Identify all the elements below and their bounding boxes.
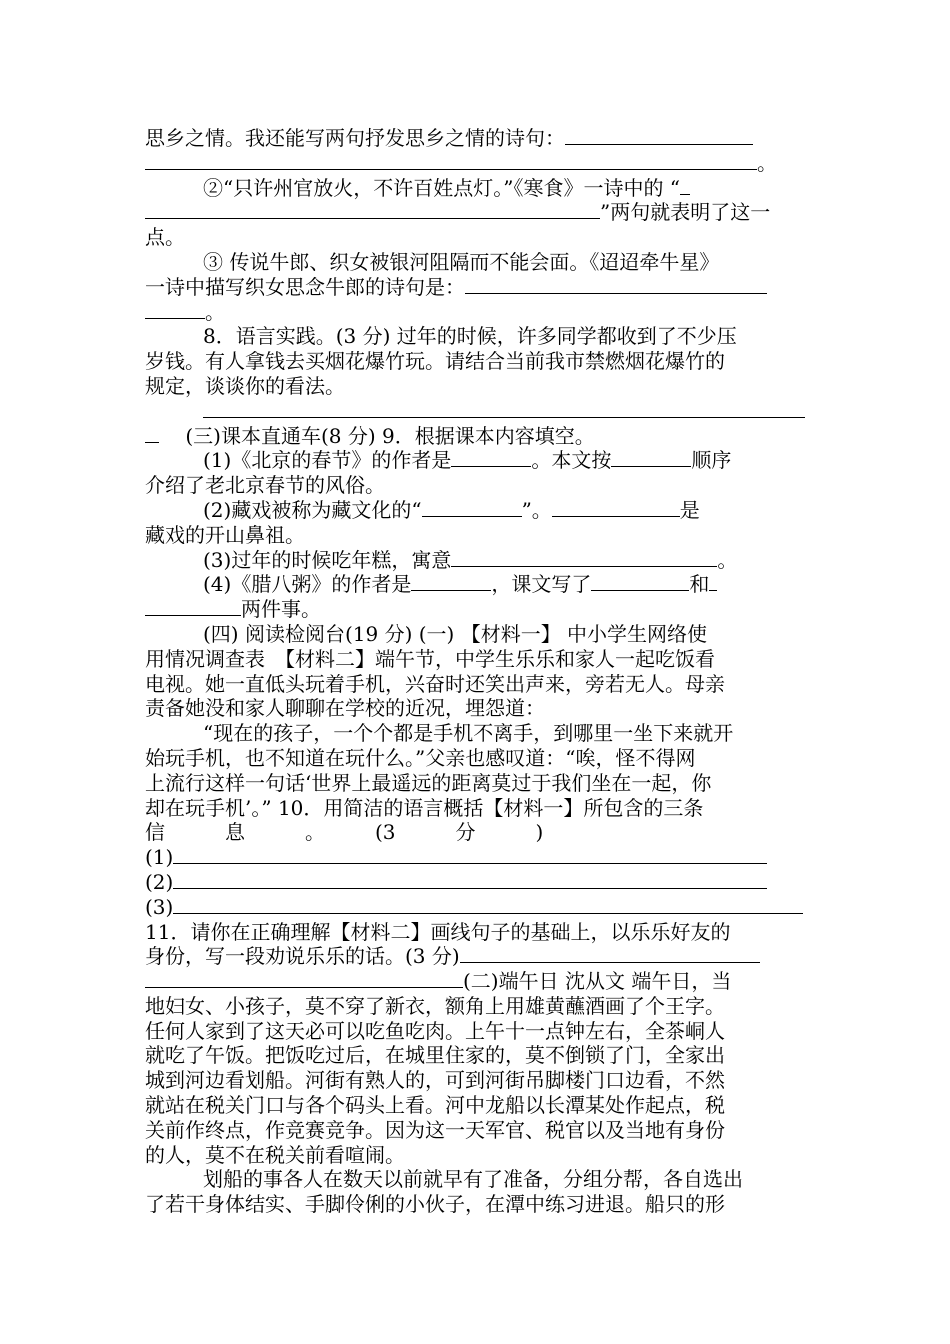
answer-blank[interactable]	[203, 399, 805, 418]
text-line	[145, 1192, 805, 1217]
text-line	[145, 151, 805, 176]
text-span: (3)过年的时候吃年糕，寓意	[203, 547, 452, 572]
text-span: (四) 阅读检阅台(19 分) (一) 【材料一】 中小学生网络使	[203, 621, 708, 646]
text-span: 的人，莫不在税关前看喧闹。	[145, 1142, 405, 1167]
text-span: 。	[717, 547, 738, 572]
answer-blank[interactable]	[451, 448, 531, 467]
text-line	[145, 647, 805, 672]
text-span: 用情况调查表 【材料二】端午节，中学生乐乐和家人一起吃饭看	[145, 646, 715, 671]
text-span: 信 息 。 (3 分 )	[145, 820, 544, 845]
text-span: (2)	[145, 869, 174, 894]
text-span: ②“只许州官放火，不许百姓点灯。”《寒食》一诗中的 “	[203, 175, 681, 200]
answer-blank[interactable]	[591, 572, 689, 591]
answer-blank[interactable]	[565, 126, 753, 145]
text-span: 电视。她一直低头玩着手机，兴奋时还笑出声来，旁若无人。母亲	[145, 671, 725, 696]
text-line	[145, 672, 805, 697]
text-span: 岁钱。有人拿钱去买烟花爆竹玩。请结合当前我市禁燃烟花爆竹的	[145, 349, 725, 374]
text-span: 就站在税关门口与各个码头上看。河中龙船以长潭某处作起点，税	[145, 1093, 725, 1118]
text-line	[145, 796, 805, 821]
answer-blank[interactable]	[145, 151, 757, 170]
text-line	[145, 548, 805, 573]
text-span: 。本文按	[531, 448, 612, 473]
text-span: 一诗中描写织女思念牛郎的诗句是：	[145, 274, 465, 299]
text-line	[145, 399, 805, 424]
text-span: 。	[757, 150, 777, 175]
text-span: 却在玩手机’。” 10．用简洁的语言概括【材料一】所包含的三条	[145, 795, 704, 820]
text-line	[145, 300, 805, 325]
text-line	[145, 498, 805, 523]
text-line	[145, 523, 805, 548]
answer-blank[interactable]	[422, 498, 522, 517]
text-line	[145, 374, 805, 399]
text-span: (二)端午日 沈从文 端午日，当	[463, 969, 732, 994]
text-span: (1)《北京的春节》的作者是	[203, 448, 452, 473]
text-span: 关前作终点，作竞赛竞争。因为这一天军官、税官以及当地有身份	[145, 1117, 725, 1142]
text-span: 地妇女、小孩子，莫不穿了新衣，额角上用雄黄蘸酒画了个王字。	[145, 993, 725, 1018]
answer-blank[interactable]	[145, 969, 463, 988]
text-line	[145, 1143, 805, 1168]
text-span: 责备她没和家人聊聊在学校的近况，埋怨道：	[145, 696, 545, 721]
text-line	[145, 200, 805, 225]
text-line	[145, 448, 805, 473]
text-span: (4)《腊八粥》的作者是	[203, 572, 412, 597]
text-span: 藏戏的开山鼻祖。	[145, 522, 305, 547]
text-line	[145, 572, 805, 597]
text-line	[145, 944, 805, 969]
text-line	[145, 820, 805, 845]
text-span: 顺序	[691, 448, 732, 473]
text-span: 上流行这样一句话‘世界上最遥远的距离莫过于我们坐在一起，你	[145, 770, 712, 795]
answer-blank[interactable]	[451, 548, 717, 567]
text-span: 了若干身体结实、手脚伶俐的小伙子，在潭中练习进退。船只的形	[145, 1192, 725, 1217]
text-line	[145, 994, 805, 1019]
text-span: 任何人家到了这天必可以吃鱼吃肉。上午十一点钟左右，全茶峒人	[145, 1018, 725, 1043]
text-line	[145, 473, 805, 498]
section-4-heading-line	[145, 622, 805, 647]
text-line	[145, 597, 805, 622]
text-line	[145, 1068, 805, 1093]
text-span: 规定，谈谈你的看法。	[145, 373, 345, 398]
answer-blank[interactable]	[465, 275, 767, 294]
answer-line-2	[145, 870, 805, 895]
text-line	[145, 250, 805, 275]
answer-blank[interactable]	[173, 845, 767, 864]
answer-blank[interactable]	[680, 176, 690, 195]
text-span: 点。	[145, 225, 185, 250]
document-page	[145, 126, 805, 1217]
text-span: ”。	[521, 497, 552, 522]
text-span: (2)藏戏被称为藏文化的“	[203, 497, 422, 522]
text-span: 划船的事各人在数天以前就早有了准备，分组分帮，各自选出	[203, 1167, 743, 1192]
text-line	[145, 969, 805, 994]
text-line	[145, 771, 805, 796]
text-span: 是	[679, 497, 700, 522]
text-line	[145, 225, 805, 250]
text-span: 始玩手机，也不知道在玩什么。”父亲也感叹道：“唉，怪不得网	[145, 745, 696, 770]
text-span: 。	[205, 299, 225, 324]
text-span: 城到河边看划船。河街有熟人的，可到河街吊脚楼门口边看，不然	[145, 1068, 725, 1093]
answer-blank[interactable]	[411, 572, 491, 591]
text-span: ③ 传说牛郎、织女被银河阻隔而不能会面。《迢迢牵牛星》	[203, 249, 720, 274]
answer-line-1	[145, 845, 805, 870]
answer-blank[interactable]	[173, 895, 803, 914]
text-span: 11．请你在正确理解【材料二】画线句子的基础上，以乐乐好友的	[145, 919, 731, 944]
text-span: 就吃了午饭。把饭吃过后，在城里住家的，莫不倒锁了门，全家出	[145, 1043, 725, 1068]
answer-blank[interactable]	[145, 424, 159, 443]
text-span: 两件事。	[241, 597, 321, 622]
text-span: (三)课本直通车(8 分) 9．根据课本内容填空。	[185, 423, 595, 448]
text-line	[145, 1167, 805, 1192]
text-line	[145, 696, 805, 721]
section-3-heading-line	[145, 424, 805, 449]
text-span: 和	[689, 572, 710, 597]
answer-blank[interactable]	[460, 944, 760, 963]
text-line	[145, 746, 805, 771]
text-span: 思乡之情。我还能写两句抒发思乡之情的诗句：	[145, 126, 565, 150]
text-span: “现在的孩子，一个个都是手机不离手，到哪里一坐下来就开	[203, 721, 734, 746]
text-line	[145, 176, 805, 201]
answer-blank[interactable]	[145, 597, 241, 616]
text-span: 8．语言实践。(3 分) 过年的时候，许多同学都收到了不少压	[203, 324, 737, 349]
question-11-line	[145, 920, 805, 945]
text-span: (1)	[145, 845, 174, 870]
text-line	[145, 1093, 805, 1118]
text-line	[145, 126, 805, 151]
text-line	[145, 1043, 805, 1068]
text-span: 身份，写一段劝说乐乐的话。(3 分)	[145, 944, 460, 969]
answer-blank[interactable]	[709, 572, 717, 591]
answer-blank[interactable]	[173, 870, 767, 889]
text-span: ，课文写了	[491, 572, 592, 597]
answer-blank[interactable]	[611, 448, 691, 467]
text-line	[145, 275, 805, 300]
answer-line-3	[145, 895, 805, 920]
text-span: ”两句就表明了这一	[600, 200, 771, 225]
answer-blank[interactable]	[145, 200, 600, 219]
text-line	[145, 1118, 805, 1143]
text-span: (3)	[145, 894, 174, 919]
answer-blank[interactable]	[145, 300, 205, 319]
text-line	[145, 1019, 805, 1044]
text-line	[145, 721, 805, 746]
text-span: 介绍了老北京春节的风俗。	[145, 473, 385, 498]
answer-blank[interactable]	[552, 498, 680, 517]
text-line	[145, 349, 805, 374]
question-8-line	[145, 324, 805, 349]
